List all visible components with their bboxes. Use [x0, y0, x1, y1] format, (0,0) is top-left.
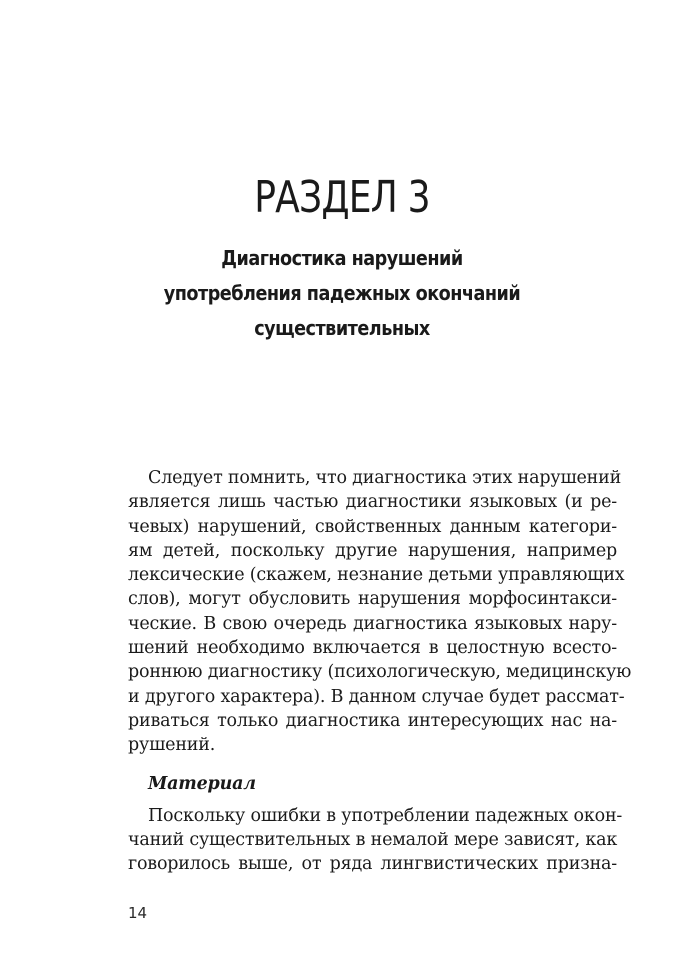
text-line: слов), могут обусловить нарушения морфосинтакси-	[128, 589, 617, 610]
subtitle-line: существительных	[254, 316, 430, 340]
section-subtitle	[0, 241, 684, 346]
subtitle-line: употребления падежных окончаний	[163, 281, 521, 305]
section-title: РАЗДЕЛ 3	[254, 172, 430, 223]
body-text	[128, 466, 632, 876]
text-line: чаний существительных в немалой мере зависят, как	[128, 829, 618, 850]
text-line: риваться только диагностика интересующих нас на-	[128, 710, 617, 731]
text-line: Поскольку ошибки в употреблении падежных окон-	[148, 805, 623, 826]
text-line: чевых) нарушений, свойственных данным категори-	[128, 516, 617, 537]
text-line: является лишь частью диагностики языковых (и ре-	[128, 492, 617, 513]
text-line: рушений.	[128, 735, 216, 756]
paragraph-2	[128, 804, 623, 877]
paragraph-1	[128, 466, 632, 758]
text-line: ям детей, поскольку другие нарушения, например	[128, 540, 617, 561]
text-line: шений необходимо включается в целостную всесто-	[128, 638, 617, 659]
text-line: Следует помнить, что диагностика этих нарушений	[148, 468, 622, 488]
text-line: роннюю диагностику (психологическую, медицинскую	[128, 662, 632, 683]
text-line: лексические (скажем, незнание детьми управляющих	[128, 565, 625, 586]
page-number: 14	[128, 904, 148, 922]
text-line: говорилось выше, от ряда лингвистических призна-	[128, 854, 617, 875]
text-line: и другого характера). В данном случае будет рассмат-	[128, 686, 625, 707]
text-line: ческие. В свою очередь диагностика языковых нару-	[128, 613, 617, 634]
subtitle-line: Диагностика нарушений	[221, 246, 463, 270]
subheading-material: Материал	[148, 773, 256, 794]
